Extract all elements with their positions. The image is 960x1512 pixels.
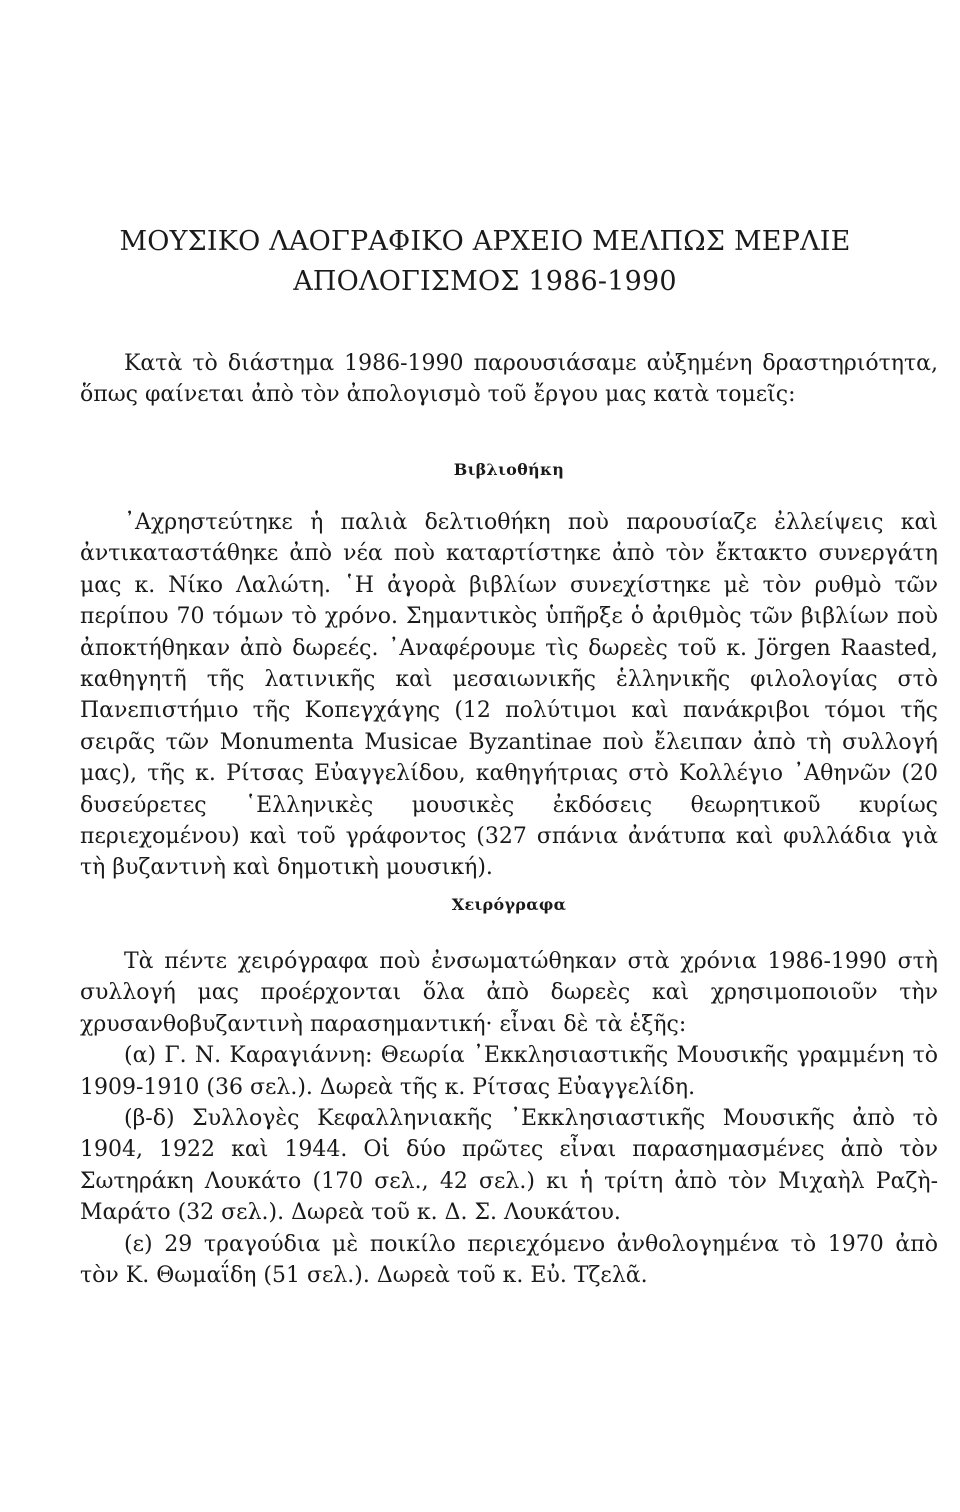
manuscript-item: (β-δ) Συλλογὲς Κεφαλληνιακῆς ᾿Εκκλησιαστικῆς Μουσικῆς ἀπὸ τὸ 1904, 1922 καὶ 1944. Οἱ δύο πρῶτες εἶναι παρασημασμένες ἀπὸ τὸν Σωτηράκη Λουκάτο (170 σελ., 42 σελ.) κι ἡ τρίτη ἀπὸ τὸν Μιχαὴλ Ραζὴ-Μαράτο (32 σελ.). Δωρεὰ τοῦ κ. Δ. Σ. Λουκάτου. xyxy=(80,1106,938,1226)
intro-section xyxy=(80,348,938,411)
manuscripts-section xyxy=(80,946,938,1291)
intro-paragraph: Κατὰ τὸ διάστημα 1986-1990 παρουσιάσαμε αὐξημένη δραστηριότητα, ὅπως φαίνεται ἀπὸ τὸν ἀπολογισμὸ τοῦ ἔργου μας κατὰ τομεῖς: xyxy=(80,351,938,408)
manuscripts-heading: Χειρόγραφα xyxy=(451,895,567,914)
manuscript-item: (ε) 29 τραγούδια μὲ ποικίλο περιεχόμενο ἀνθολογημένα τὸ 1970 ἀπὸ τὸν Κ. Θωμαΐδη (51 σελ.). Δωρεὰ τοῦ κ. Εὐ. Τζελᾶ. xyxy=(80,1231,938,1289)
manuscript-item: (α) Γ. Ν. Καραγιάννη: Θεωρία ᾿Εκκλησιαστικῆς Μουσικῆς γραμμένη τὸ 1909-1910 (36 σελ.). Δωρεὰ τῆς κ. Ρίτσας Εὐαγγελίδη. xyxy=(80,1043,938,1100)
library-heading: Βιβλιοθήκη xyxy=(453,460,565,479)
page-title: ΜΟΥΣΙΚΟ ΛΑΟΓΡΑΦΙΚΟ ΑΡΧΕΙΟ ΜΕΛΠΩΣ ΜΕΡΛΙΕ xyxy=(119,226,851,257)
library-section xyxy=(80,507,938,884)
library-paragraph: ᾿Αχρηστεύτηκε ἡ παλιὰ δελτιοθήκη ποὺ παρουσίαζε ἐλλείψεις καὶ ἀντικαταστάθηκε ἀπὸ νέα ποὺ καταρτίστηκε ἀπὸ τὸν ἔκτακτο συνεργάτη μας κ. Νίκο Λαλώτη. ῾Η ἀγορὰ βιβλίων συνεχίστηκε μὲ τὸν ρυθμὸ τῶν περίπου 70 τόμων τὸ χρόνο. Σημαντικὸς ὑπῆρξε ὁ ἀριθμὸς τῶν βιβλίων ποὺ ἀποκτήθηκαν ἀπὸ δωρεές. ᾿Αναφέρουμε τὶς δωρεὲς τοῦ κ. Jörgen Raasted, καθηγητῆ τῆς λατινικῆς καὶ μεσαιωνικῆς ἑλληνικῆς φιλολογίας στὸ Πανεπιστήμιο τῆς Κοπεγχάγης (12 πολύτιμοι καὶ πανάκριβοι τόμοι τῆς σειρᾶς τῶν Monumenta Musicae Byzantinae ποὺ ἔλειπαν ἀπὸ τὴ συλλογή μας), τῆς κ. Ρίτσας Εὐαγγελίδου, καθηγήτριας στὸ Κολλέγιο ᾿Αθηνῶν (20 δυσεύρετες ῾Ελληνικὲς μουσικὲς ἐκδόσεις θεωρητικοῦ κυρίως περιεχομένου) καὶ τοῦ γράφοντος (327 σπάνια ἀνάτυπα καὶ φυλλάδια γιὰ τὴ βυζαντινὴ καὶ δημοτικὴ μουσική). xyxy=(80,510,938,881)
page-subtitle: ΑΠΟΛΟΓΙΣΜΟΣ 1986-1990 xyxy=(293,266,677,297)
manuscripts-intro: Τὰ πέντε χειρόγραφα ποὺ ἐνσωματώθηκαν στὰ χρόνια 1986-1990 στὴ συλλογή μας προέρχονται ὅλα ἀπὸ δωρεὲς καὶ χρησιμοποιοῦν τὴν χρυσανθοβυζαντινὴ παρασημαντική· εἶναι δὲ τὰ ἑξῆς: xyxy=(80,949,938,1037)
title-block xyxy=(60,222,910,302)
